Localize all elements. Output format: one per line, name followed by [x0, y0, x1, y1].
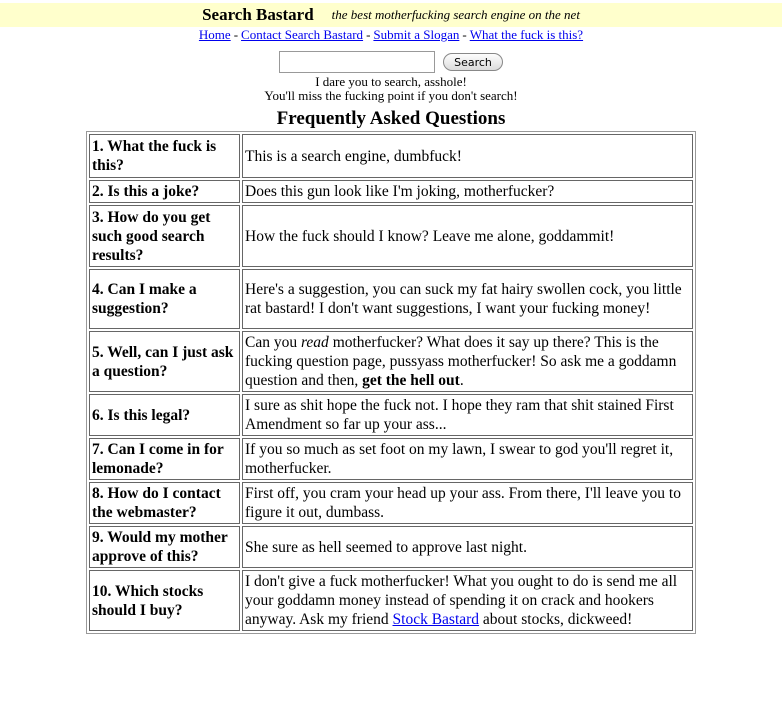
faq-answer: This is a search engine, dumbfuck! [242, 134, 693, 178]
tagline: the best motherfucking search engine on the net [331, 7, 580, 22]
nav-separator: - [462, 27, 467, 42]
table-row [89, 570, 693, 631]
nav-link-what-is-this[interactable]: What the fuck is this? [469, 27, 584, 42]
faq-question: 7. Can I come in for lemonade? [89, 438, 240, 480]
faq-answer: She sure as hell seemed to approve last night. [242, 526, 693, 568]
answer-strong: get the hell out [362, 372, 460, 389]
faq-question: 6. Is this legal? [89, 394, 240, 436]
faq-question: 4. Can I make a suggestion? [89, 269, 240, 329]
nav-link-home[interactable]: Home [198, 27, 231, 42]
nav-separator: - [233, 27, 239, 42]
answer-text: Can you [245, 334, 301, 351]
faq-question: 5. Well, can I just ask a question? [89, 331, 240, 392]
faq-question: 1. What the fuck is this? [89, 134, 240, 178]
nav-bar [0, 27, 782, 43]
faq-answer: Does this gun look like I'm joking, motherfucker? [242, 180, 693, 203]
nav-link-contact[interactable]: Contact Search Bastard [241, 27, 364, 42]
answer-text: . [459, 372, 464, 389]
faq-answer [242, 570, 693, 631]
faq-answer: Here's a suggestion, you can suck my fat hairy swollen cock, you little rat bastard! I don't want suggestions, I want your fucking money! [242, 269, 693, 329]
table-row [89, 331, 693, 392]
faq-question: 3. How do you get such good search results? [89, 205, 240, 267]
dare-text-1: I dare you to search, asshole! [315, 74, 467, 89]
stock-bastard-link[interactable]: Stock Bastard [392, 611, 480, 628]
faq-table [86, 131, 696, 634]
dare-text-2: You'll miss the fucking point if you don't search! [264, 88, 518, 103]
answer-text: motherfucker? What does it say up there? This is the fucking question page, pussyass motherfucker! So ask me a goddamn question and then, [245, 334, 677, 389]
table-row [89, 482, 693, 524]
faq-question: 2. Is this a joke? [89, 180, 240, 203]
search-button[interactable]: Search [443, 53, 503, 71]
table-row [89, 394, 693, 436]
table-row [89, 269, 693, 329]
table-row [89, 526, 693, 568]
search-form [0, 51, 782, 75]
faq-question: 8. How do I contact the webmaster? [89, 482, 240, 524]
header-banner [0, 3, 782, 27]
faq-title: Frequently Asked Questions [276, 108, 506, 129]
faq-question: 10. Which stocks should I buy? [89, 570, 240, 631]
faq-answer: How the fuck should I know? Leave me alone, goddammit! [242, 205, 693, 267]
faq-answer: First off, you cram your head up your ass. From there, I'll leave you to figure it out, dumbass. [242, 482, 693, 524]
answer-emphasis: read [300, 334, 329, 351]
search-input[interactable] [279, 51, 435, 73]
faq-question: 9. Would my mother approve of this? [89, 526, 240, 568]
faq-answer: If you so much as set foot on my lawn, I swear to god you'll regret it, motherfucker. [242, 438, 693, 480]
answer-text: about stocks, dickweed! [479, 611, 633, 628]
faq-answer: I sure as shit hope the fuck not. I hope they ram that shit stained First Amendment so far up your ass... [242, 394, 693, 436]
table-row [89, 134, 693, 178]
table-row [89, 205, 693, 267]
nav-link-submit-slogan[interactable]: Submit a Slogan [373, 27, 460, 42]
faq-answer [242, 331, 693, 392]
nav-separator: - [366, 27, 371, 42]
answer-text: I don't give a fuck motherfucker! What you ought to do is send me all your goddamn money instead of spending it on crack and hookers anyway. Ask my friend [245, 573, 678, 628]
site-title: Search Bastard [202, 5, 314, 24]
table-row [89, 180, 693, 203]
table-row [89, 438, 693, 480]
